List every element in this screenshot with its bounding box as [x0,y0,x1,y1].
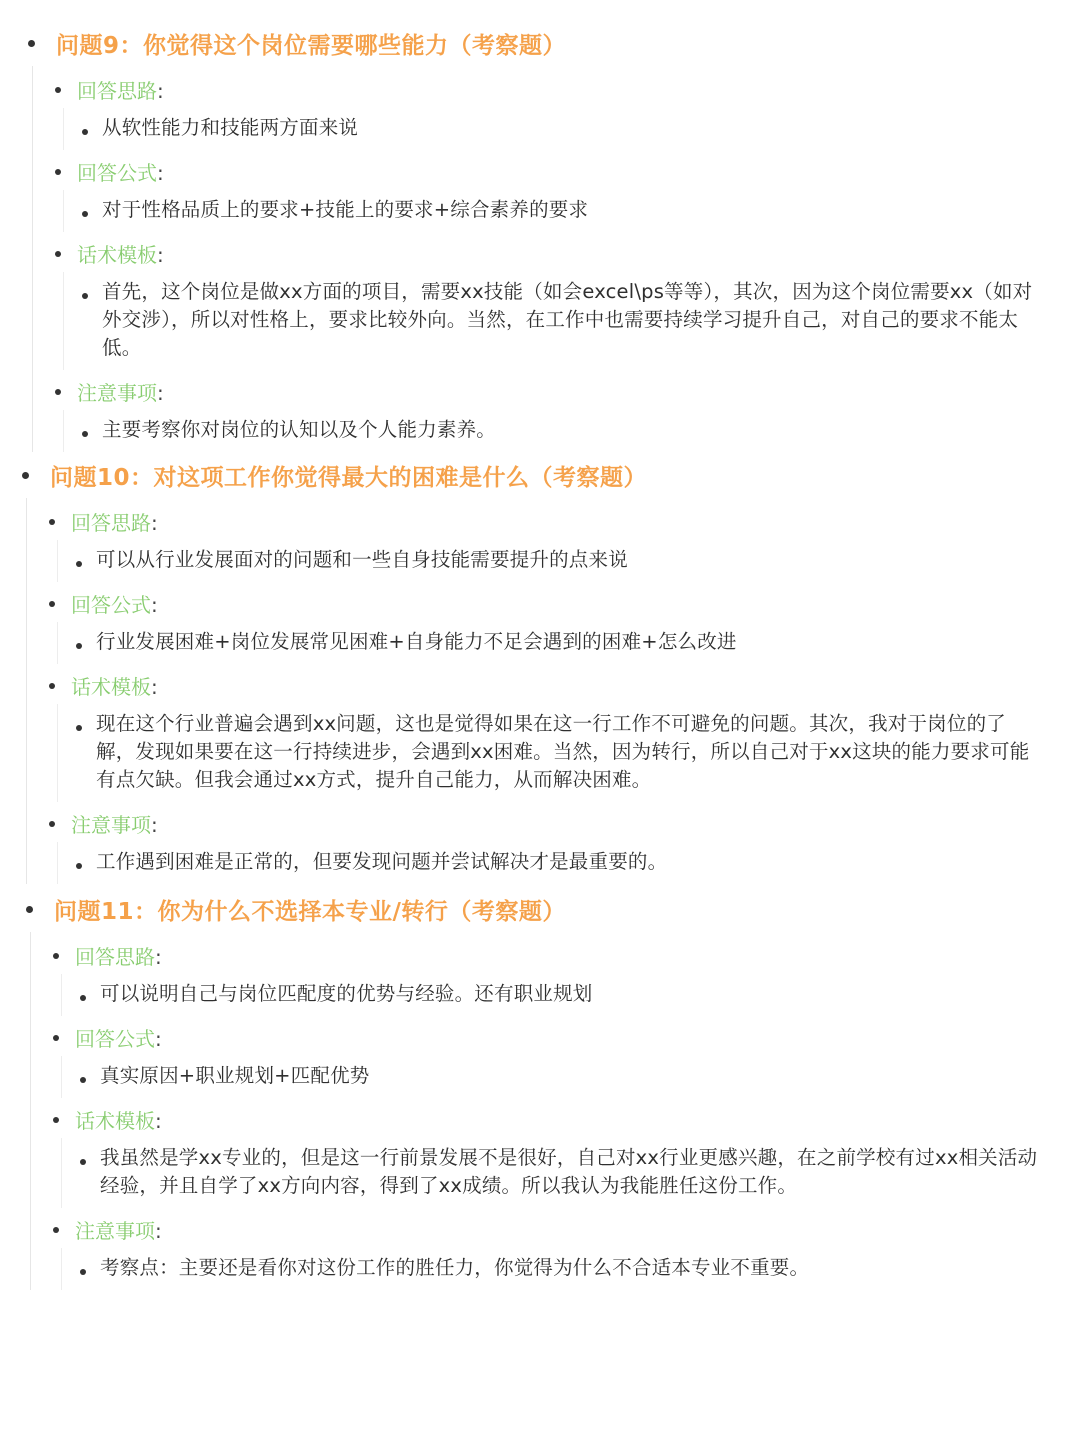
section-approach [27,500,1074,582]
section-label: 回答思路: [75,945,162,969]
section-content: 我虽然是学xx专业的，但是这一行前景发展不是很好，自己对xx行业更感兴趣，在之前学校有过xx相关活动经验，并且自学了xx方向内容，得到了xx成绩。所以我认为我能胜任这份工作。 [100,1146,1038,1197]
bullet-icon [22,472,29,479]
bullet-icon [82,211,88,217]
bullet-icon [53,1035,59,1041]
section-label: 回答思路: [71,511,158,535]
section-notes [33,370,1080,452]
question-title: 问题9：你觉得这个岗位需要哪些能力（考察题） [56,33,567,59]
bullet-icon [28,40,35,47]
section-content: 首先，这个岗位是做xx方面的项目，需要xx技能（如会excel\ps等等），其次，因为这个岗位需要xx（如对外交涉），所以对性格上，要求比较外向。当然，在工作中也需要持续学习提升自己，对自己的要求不能太低。 [102,280,1033,359]
section-list [26,498,1074,884]
section-content: 可以说明自己与岗位匹配度的优势与经验。还有职业规划 [100,982,593,1005]
section-formula [33,150,1080,232]
section-label: 话术模板: [77,243,164,267]
section-list [30,932,1078,1290]
bullet-icon [53,953,59,959]
section-label: 注意事项: [77,381,164,405]
bullet-icon [26,906,33,913]
section-approach [31,934,1078,1016]
bullet-icon [82,431,88,437]
section-content: 从软性能力和技能两方面来说 [102,116,359,139]
bullet-icon [80,995,86,1001]
bullet-icon [49,601,55,607]
question-block-11 [0,886,1078,1290]
section-label: 回答公式: [77,161,164,185]
bullet-icon [76,561,82,567]
section-label: 回答公式: [71,593,158,617]
bullet-icon [55,251,61,257]
bullet-icon [80,1077,86,1083]
bullet-icon [76,863,82,869]
section-content: 工作遇到困难是正常的，但要发现问题并尝试解决才是最重要的。 [96,850,668,873]
question-title-row [0,886,1078,932]
bullet-icon [49,683,55,689]
section-notes [31,1208,1078,1290]
section-label: 话术模板: [71,675,158,699]
section-content: 行业发展困难+岗位发展常见困难+自身能力不足会遇到的困难+怎么改进 [96,630,737,653]
question-block-9 [0,20,1080,452]
bullet-icon [76,643,82,649]
section-content: 现在这个行业普遍会遇到xx问题，这也是觉得如果在这一行工作不可避免的问题。其次，我对于岗位的了解，发现如果要在这一行持续进步，会遇到xx困难。当然，因为转行，所以自己对于xx这块的能力要求可能有点欠缺。但我会通过xx方式，提升自己能力，从而解决困难。 [96,712,1030,791]
section-formula [31,1016,1078,1098]
section-content: 真实原因+职业规划+匹配优势 [100,1064,370,1087]
section-label: 回答思路: [77,79,164,103]
bullet-icon [49,519,55,525]
bullet-icon [53,1117,59,1123]
question-title-row [0,452,1074,498]
bullet-icon [55,389,61,395]
section-label: 注意事项: [71,813,158,837]
bullet-icon [80,1269,86,1275]
section-template [33,232,1080,370]
bullet-icon [55,87,61,93]
bullet-icon [82,293,88,299]
section-label: 回答公式: [75,1027,162,1051]
bullet-icon [49,821,55,827]
section-template [31,1098,1078,1208]
question-block-10 [0,452,1074,884]
question-title-row [0,20,1080,66]
bullet-icon [53,1227,59,1233]
section-label: 注意事项: [75,1219,162,1243]
section-content: 考察点：主要还是看你对这份工作的胜任力，你觉得为什么不合适本专业不重要。 [100,1256,810,1279]
section-formula [27,582,1074,664]
bullet-icon [76,725,82,731]
bullet-icon [80,1159,86,1165]
section-list [32,66,1080,452]
section-notes [27,802,1074,884]
section-content: 对于性格品质上的要求+技能上的要求+综合素养的要求 [102,198,589,221]
section-template [27,664,1074,802]
section-approach [33,68,1080,150]
question-title: 问题10：对这项工作你觉得最大的困难是什么（考察题） [50,465,648,491]
question-title: 问题11：你为什么不选择本专业/转行（考察题） [54,899,566,925]
section-content: 主要考察你对岗位的认知以及个人能力素养。 [102,418,497,441]
bullet-icon [82,129,88,135]
section-content: 可以从行业发展面对的问题和一些自身技能需要提升的点来说 [96,548,628,571]
section-label: 话术模板: [75,1109,162,1133]
bullet-icon [55,169,61,175]
